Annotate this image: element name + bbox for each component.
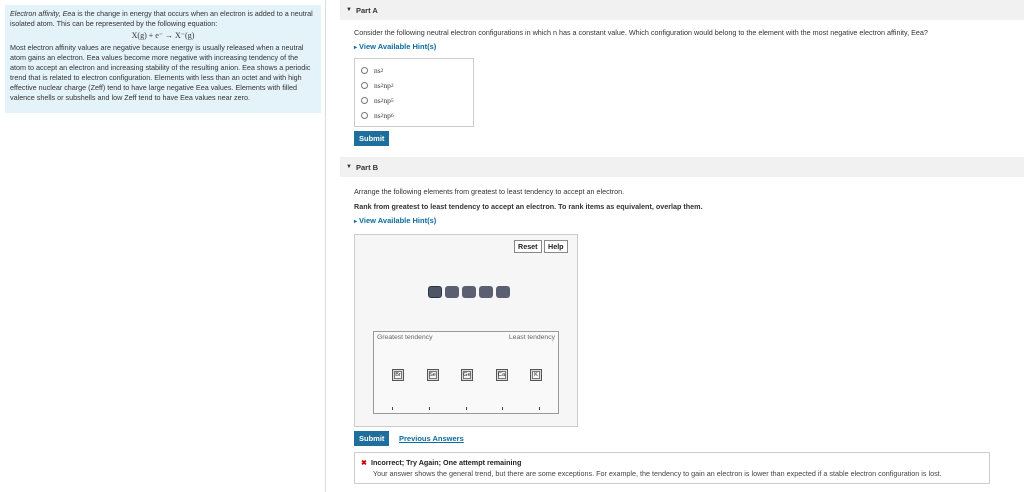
choice-sup: 6 bbox=[390, 112, 394, 119]
part-b-hint-label: View Available Hint(s) bbox=[359, 216, 437, 225]
part-b-submit-button[interactable]: Submit bbox=[354, 431, 389, 446]
part-b-title: Part B bbox=[356, 162, 379, 172]
part-b-question: Arrange the following elements from greatest to least tendency to accept an electron. bbox=[354, 187, 625, 196]
info-paragraph-1 bbox=[10, 9, 316, 29]
element-tile-se[interactable] bbox=[427, 369, 439, 381]
tick bbox=[539, 407, 540, 410]
choice-sup: 2 bbox=[380, 67, 384, 74]
caret-right-icon: ▸ bbox=[354, 219, 358, 225]
caret-right-icon: ▸ bbox=[354, 45, 358, 51]
element-symbol: Ca bbox=[497, 372, 506, 378]
choice-4[interactable] bbox=[361, 108, 467, 123]
element-symbol: Br bbox=[395, 372, 401, 378]
info-box bbox=[5, 5, 321, 113]
choice-mid: np bbox=[383, 81, 391, 90]
right-panel bbox=[340, 0, 1024, 492]
radio-button[interactable] bbox=[361, 67, 368, 74]
ranked-tiles bbox=[392, 369, 542, 381]
equation: X(g) + e⁻ → X⁻(g) bbox=[131, 31, 195, 40]
previous-answers-link[interactable]: Previous Answers bbox=[399, 434, 464, 443]
part-a-hint-link[interactable] bbox=[354, 42, 436, 51]
choice-base: ns bbox=[374, 96, 381, 105]
info-term: Electron affinity, bbox=[10, 9, 61, 18]
choice-sup: 2 bbox=[390, 82, 394, 89]
element-symbol: Se bbox=[429, 372, 436, 378]
choice-base: ns bbox=[374, 81, 381, 90]
element-symbol: Ge bbox=[463, 372, 471, 378]
feedback-message: Your answer shows the general trend, but there are some exceptions. For example, the tendency to gain an electron is lower than expected if a stable electron configuration is lost. bbox=[373, 469, 942, 478]
part-b-instruction: Rank from greatest to least tendency to accept an electron. To rank items as equivalent, overlap them. bbox=[354, 202, 703, 211]
element-tile-ge[interactable] bbox=[461, 369, 473, 381]
tick bbox=[466, 407, 467, 410]
rank-ticks bbox=[392, 407, 540, 410]
info-symbol: Eea bbox=[62, 9, 76, 18]
feedback-box bbox=[354, 452, 990, 484]
part-a-submit-button[interactable]: Submit bbox=[354, 131, 389, 146]
choice-3[interactable] bbox=[361, 93, 467, 108]
choice-base: ns bbox=[374, 66, 381, 75]
element-symbol: K bbox=[532, 371, 540, 379]
left-panel bbox=[0, 0, 326, 492]
part-a-header[interactable] bbox=[340, 0, 1024, 20]
choice-sup: 2 bbox=[380, 97, 384, 104]
tick bbox=[392, 407, 393, 410]
element-tile-br[interactable] bbox=[392, 369, 404, 381]
info-p1-text: is the change in energy that occurs when an electron is added to a neutral isolated atom. This can be represented by the following equation: bbox=[10, 9, 313, 28]
tick bbox=[429, 407, 430, 410]
greatest-tendency-label: Greatest tendency bbox=[377, 334, 433, 341]
radio-button[interactable] bbox=[361, 112, 368, 119]
choice-1[interactable] bbox=[361, 63, 467, 78]
help-button[interactable]: Help bbox=[544, 240, 568, 253]
choices-box bbox=[354, 58, 474, 127]
ranking-drop-zone[interactable] bbox=[373, 331, 559, 414]
feedback-heading: Incorrect; Try Again; One attempt remaining bbox=[371, 458, 522, 467]
bank-tile[interactable] bbox=[445, 286, 459, 298]
element-tile-k[interactable] bbox=[530, 369, 542, 381]
choice-2[interactable] bbox=[361, 78, 467, 93]
radio-button[interactable] bbox=[361, 82, 368, 89]
part-b-hint-link[interactable] bbox=[354, 216, 436, 225]
tick bbox=[502, 407, 503, 410]
bank-tile[interactable] bbox=[479, 286, 493, 298]
choice-mid: np bbox=[383, 96, 391, 105]
tile-bank bbox=[428, 286, 510, 298]
least-tendency-label: Least tendency bbox=[508, 334, 555, 341]
ranking-widget bbox=[354, 234, 578, 427]
part-a-question: Consider the following neutral electron configurations in which n has a constant value. Which configuration would belong to the element with the most negative electron affinity, Eea? bbox=[354, 28, 928, 37]
choice-mid: np bbox=[383, 111, 391, 120]
bank-tile[interactable] bbox=[428, 286, 442, 298]
part-a-hint-label: View Available Hint(s) bbox=[359, 42, 437, 51]
info-paragraph-2: Most electron affinity values are negative because energy is usually released when a neutral atom gains an electron. Eea values become more negative with increasing tendency of the atom to accept an electron and increasing stability of the resulting anion. Eea shows a periodic trend that is related to electron configuration. Elements with less than an octet and with high effective nuclear charge (Zeff) tend to have large negative Eea values. Elements with filled valence shells or subshells and low Zeff tend to have Eea values near zero. bbox=[10, 43, 311, 102]
part-b-header[interactable] bbox=[340, 157, 1024, 177]
caret-down-icon: ▼ bbox=[346, 164, 352, 170]
element-tile-ca[interactable] bbox=[496, 369, 508, 381]
part-a-title: Part A bbox=[356, 5, 378, 15]
bank-tile[interactable] bbox=[496, 286, 510, 298]
bank-tile[interactable] bbox=[462, 286, 476, 298]
choice-sup: 5 bbox=[390, 97, 394, 104]
radio-button[interactable] bbox=[361, 97, 368, 104]
choice-sup: 2 bbox=[380, 112, 384, 119]
choice-sup: 2 bbox=[380, 82, 384, 89]
choice-base: ns bbox=[374, 111, 381, 120]
reset-button[interactable]: Reset bbox=[514, 240, 542, 253]
error-x-icon: ✖ bbox=[361, 458, 368, 467]
caret-down-icon: ▼ bbox=[346, 7, 352, 13]
